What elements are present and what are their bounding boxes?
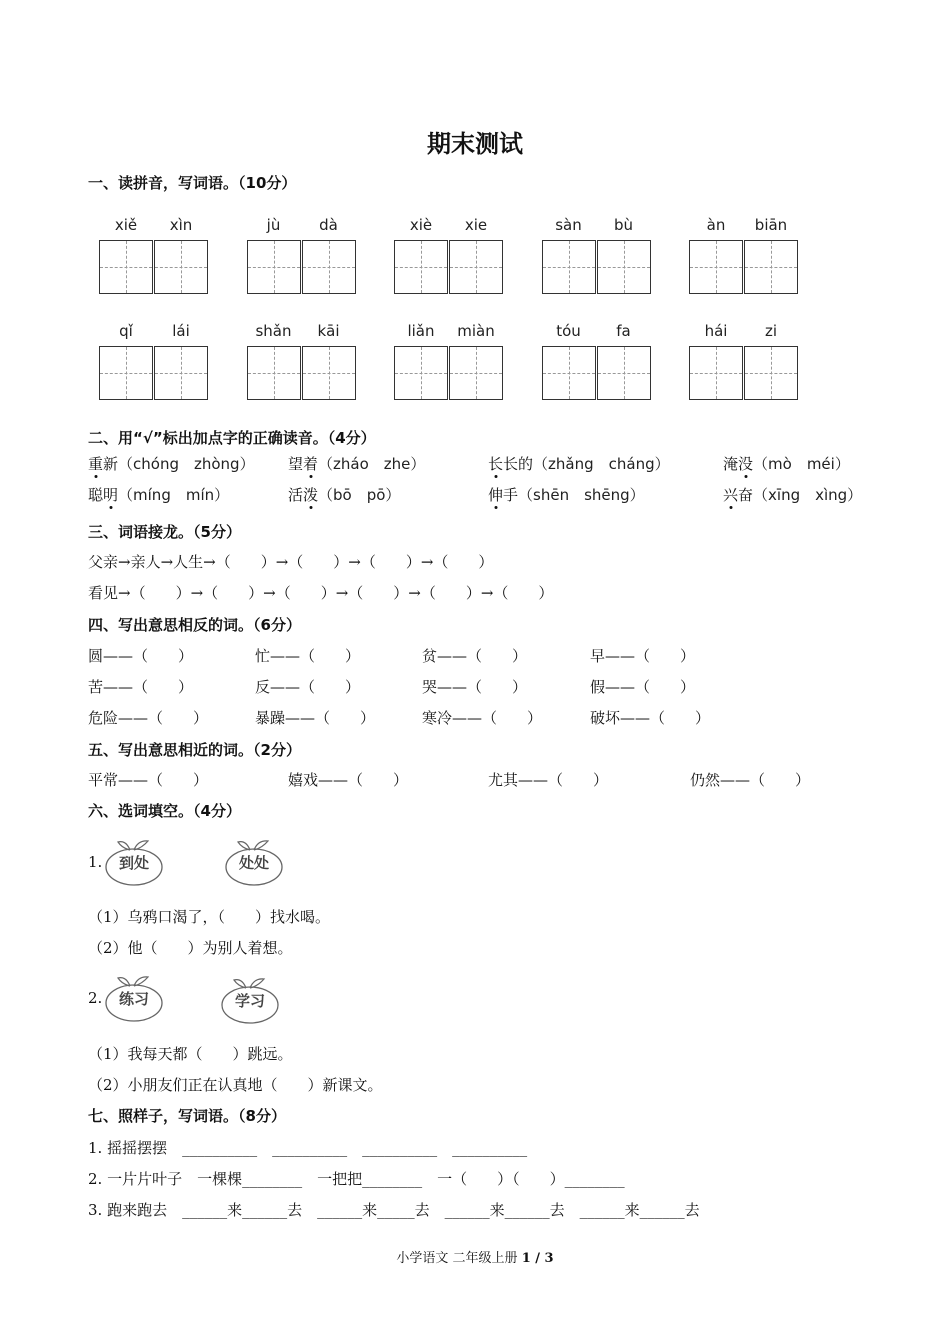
dotted-character: 泼 — [303, 486, 319, 504]
pronunciation-item — [288, 484, 400, 505]
pinyin-label: sàn — [555, 216, 582, 234]
pinyin-label: dà — [319, 216, 338, 234]
synonym-item: 尤其——（ ） — [488, 771, 609, 789]
pinyin-label: miàn — [457, 322, 495, 340]
antonym-item: 寒冷——（ ） — [422, 709, 543, 727]
dotted-character: 没 — [738, 455, 754, 473]
apple-word-card — [104, 838, 164, 882]
writing-grid-cell — [542, 240, 596, 294]
pinyin-options: （chóng zhòng） — [118, 455, 255, 473]
antonym-item: 反——（ ） — [255, 678, 361, 696]
group-1-number: 1. — [88, 853, 103, 871]
writing-grid-cell — [154, 240, 208, 294]
writing-grid-cell — [744, 240, 798, 294]
antonym-item: 哭——（ ） — [422, 678, 528, 696]
writing-grid-cell — [302, 346, 356, 400]
group-2-question-1: （1）我每天都（ ）跳远。 — [88, 1045, 293, 1063]
pinyin-label: xie — [464, 216, 488, 234]
writing-grid-cell — [302, 240, 356, 294]
writing-grid-cell — [154, 346, 208, 400]
word-part: 新 — [103, 455, 119, 473]
pinyin-label: liǎn — [407, 322, 435, 340]
writing-grid-cell — [689, 346, 743, 400]
group-2-question-2: （2）小朋友们正在认真地（ ）新课文。 — [88, 1076, 383, 1094]
apple-word-card — [220, 976, 280, 1020]
writing-grid-cell — [542, 346, 596, 400]
pinyin-label: jù — [266, 216, 281, 234]
pinyin-label: shǎn — [255, 322, 292, 340]
section-6-heading: 六、选词填空。（4分） — [88, 802, 241, 820]
synonym-item: 嬉戏——（ ） — [288, 771, 409, 789]
writing-grid-cell — [597, 346, 651, 400]
pattern-line-2: 2. 一片片叶子 一棵棵________ 一把把________ 一（ ）（ ）________ — [88, 1170, 625, 1188]
pinyin-label: xiè — [409, 216, 433, 234]
pinyin-label: qǐ — [119, 322, 133, 340]
antonym-item: 早——（ ） — [590, 647, 696, 665]
writing-grid-cell — [449, 240, 503, 294]
word-option: 练习 — [118, 990, 149, 1008]
synonym-item: 仍然——（ ） — [690, 771, 811, 789]
pinyin-label: bù — [613, 216, 634, 234]
word-part: 奋 — [738, 486, 754, 504]
pinyin-options: （shēn shēng） — [518, 486, 645, 504]
pronunciation-item — [488, 484, 645, 505]
apple-word-card — [224, 838, 284, 882]
pattern-line-1: 1. 摇摇摆摆 __________ __________ __________ __________ — [88, 1139, 528, 1157]
antonym-item: 圆——（ ） — [88, 647, 194, 665]
writing-grid-cell — [689, 240, 743, 294]
pinyin-options: （zhǎng cháng） — [533, 455, 670, 473]
pinyin-options: （mò méi） — [753, 455, 850, 473]
page-title: 期末测试 — [427, 130, 523, 158]
dotted-character: 着 — [303, 455, 319, 473]
word-option: 处处 — [238, 854, 269, 872]
word-chain-line-1: 父亲→亲人→人生→（ ）→（ ）→（ ）→（ ） — [88, 553, 494, 571]
pinyin-label: zi — [764, 322, 778, 340]
pinyin-options: （xīng xìng） — [753, 486, 863, 504]
section-1-heading: 一、读拼音，写词语。（10分） — [88, 174, 297, 192]
antonym-item: 苦——（ ） — [88, 678, 194, 696]
antonym-item: 贫——（ ） — [422, 647, 528, 665]
word-part: 活 — [288, 486, 304, 504]
word-option: 学习 — [234, 992, 265, 1010]
dotted-character: 兴 — [723, 486, 739, 504]
writing-grid-cell — [99, 346, 153, 400]
dotted-character: 重 — [88, 455, 104, 473]
pinyin-label: kāi — [317, 322, 340, 340]
group-1-question-1: （1）乌鸦口渴了，（ ）找水喝。 — [88, 908, 331, 926]
writing-grid-cell — [99, 240, 153, 294]
pinyin-label: biān — [754, 216, 788, 234]
dotted-character: 长 — [488, 455, 504, 473]
section-4-heading: 四、写出意思相反的词。（6分） — [88, 616, 301, 634]
antonym-item: 假——（ ） — [590, 678, 696, 696]
section-2-heading: 二、用“√”标出加点字的正确读音。（4分） — [88, 429, 376, 447]
pronunciation-item — [88, 484, 229, 505]
writing-grid-cell — [394, 346, 448, 400]
word-part: 淹 — [723, 455, 739, 473]
pinyin-label: hái — [704, 322, 728, 340]
writing-grid-cell — [247, 346, 301, 400]
word-option: 到处 — [118, 854, 149, 872]
word-part: 手 — [503, 486, 519, 504]
pinyin-label: fa — [616, 322, 631, 340]
writing-grid-cell — [744, 346, 798, 400]
page-footer — [0, 1247, 950, 1266]
pattern-line-3: 3. 跑来跑去 ______来______去 ______来_____去 ______来______去 ______来______去 — [88, 1201, 700, 1219]
writing-grid-cell — [597, 240, 651, 294]
pinyin-label: xiě — [114, 216, 138, 234]
antonym-item: 忙——（ ） — [255, 647, 361, 665]
word-part: 聪 — [88, 486, 104, 504]
antonym-item: 破坏——（ ） — [590, 709, 711, 727]
pronunciation-item — [723, 453, 850, 474]
pinyin-options: （zháo zhe） — [318, 455, 426, 473]
pinyin-options: （bō pō） — [318, 486, 401, 504]
synonym-item: 平常——（ ） — [88, 771, 209, 789]
pinyin-label: xìn — [169, 216, 193, 234]
writing-grid-cell — [394, 240, 448, 294]
pronunciation-item — [88, 453, 255, 474]
pronunciation-item — [488, 453, 670, 474]
word-part: 望 — [288, 455, 304, 473]
word-part: 长的 — [503, 455, 534, 473]
pronunciation-item — [723, 484, 862, 505]
dotted-character: 伸 — [488, 486, 504, 504]
writing-grid-cell — [449, 346, 503, 400]
writing-grid-cell — [247, 240, 301, 294]
page-number: 1 / 3 — [521, 1251, 554, 1266]
section-7-heading: 七、照样子，写词语。（8分） — [88, 1107, 286, 1125]
section-3-heading: 三、词语接龙。（5分） — [88, 523, 241, 541]
apple-word-card — [104, 974, 164, 1018]
group-2-number: 2. — [88, 989, 103, 1007]
pinyin-label: tóu — [556, 322, 581, 340]
pinyin-label: lái — [172, 322, 190, 340]
footer-text: 小学语文 二年级上册 — [396, 1251, 522, 1266]
pinyin-label: àn — [706, 216, 726, 234]
group-1-question-2: （2）他（ ）为别人着想。 — [88, 939, 293, 957]
section-5-heading: 五、写出意思相近的词。（2分） — [88, 741, 301, 759]
pinyin-options: （míng mín） — [118, 486, 230, 504]
word-chain-line-2: 看见→（ ）→（ ）→（ ）→（ ）→（ ）→（ ） — [88, 584, 554, 602]
pronunciation-item — [288, 453, 425, 474]
antonym-item: 暴躁——（ ） — [255, 709, 376, 727]
dotted-character: 明 — [103, 486, 119, 504]
antonym-item: 危险——（ ） — [88, 709, 209, 727]
